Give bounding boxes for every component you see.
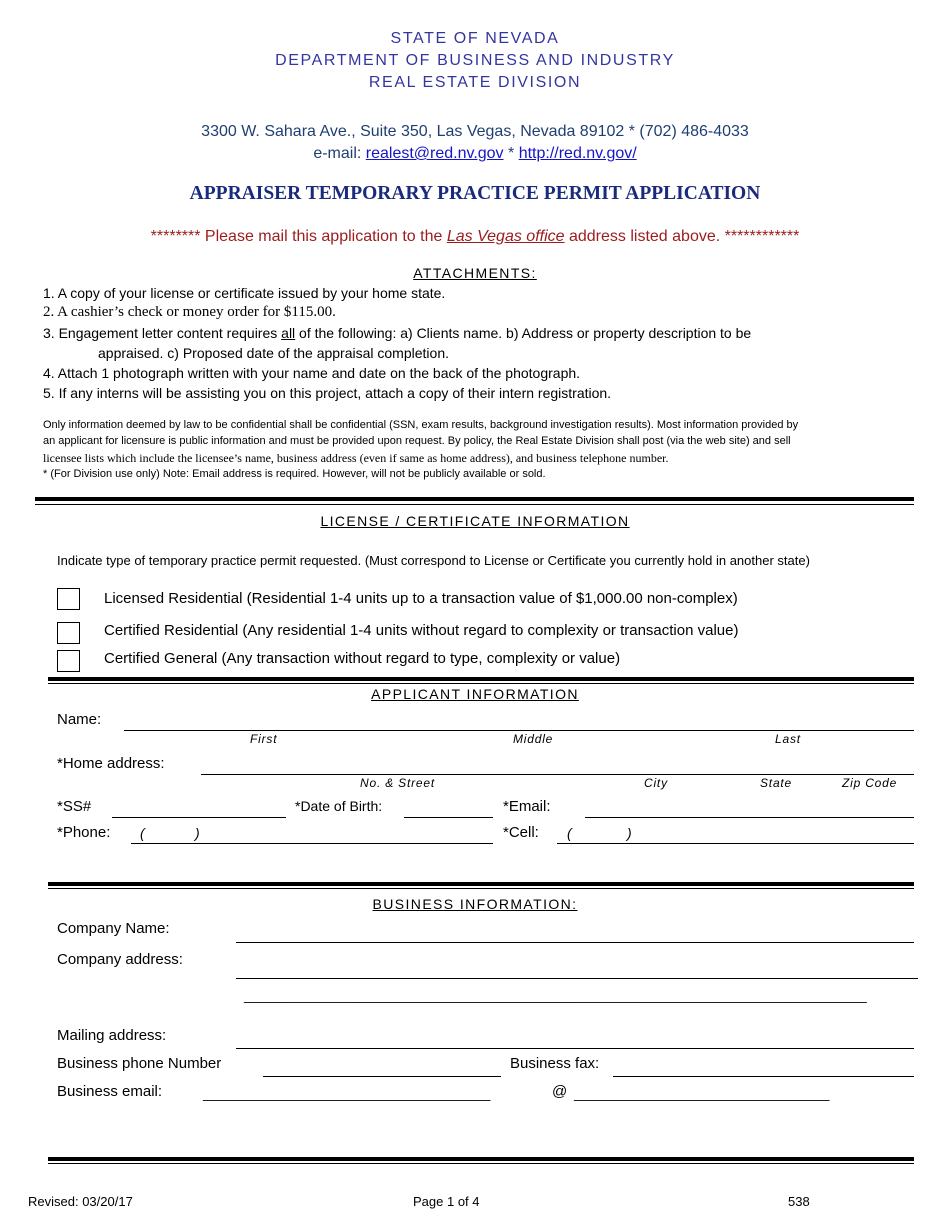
office-address: 3300 W. Sahara Ave., Suite 350, Las Vegas, Nevada 89102 * (702) 486-4033 — [201, 123, 749, 140]
name-field[interactable] — [124, 730, 914, 731]
attachment-item-2: 2. A cashier’s check or money order for $115.00. — [43, 304, 336, 320]
zip-caption: Zip Code — [842, 776, 898, 790]
email-link[interactable]: realest@red.nv.gov — [365, 145, 504, 162]
phone-label: *Phone: — [57, 824, 111, 841]
cell-area-close: ) — [627, 825, 632, 841]
company-address-line-2[interactable]: ______________________________________________________________________________ — [244, 987, 867, 1003]
attachments-heading: ATTACHMENTS: — [413, 265, 537, 281]
ssn-label: *SS# — [57, 798, 92, 815]
applicant-divider — [48, 677, 914, 681]
email-label: e-mail: — [313, 145, 366, 162]
licensed-residential-label: Licensed Residential (Residential 1-4 units up to a transaction value of $1,000.00 non-complex) — [104, 590, 738, 607]
email-field-label: *Email: — [503, 798, 551, 815]
phone-field[interactable] — [131, 843, 493, 844]
mail-notice-prefix: ******** Please mail this application to the — [150, 228, 447, 245]
contact-separator: * — [503, 145, 519, 162]
first-name-caption: First — [250, 732, 278, 746]
state-caption: State — [760, 776, 793, 790]
attachment-all-emphasis: all — [281, 325, 296, 341]
attachment-item-1: 1. A copy of your license or certificate issued by your home state. — [43, 285, 446, 301]
middle-name-caption: Middle — [513, 732, 554, 746]
privacy-line-1: Only information deemed by law to be confidential shall be confidential (SSN, exam results, background investigation results). Most information provided by — [43, 419, 799, 431]
certified-residential-label: Certified Residential (Any residential 1-4 units without regard to complexity or transaction value) — [104, 622, 739, 639]
email-field[interactable] — [585, 817, 914, 818]
company-name-field[interactable] — [236, 942, 914, 943]
home-address-field[interactable] — [201, 774, 914, 775]
company-name-label: Company Name: — [57, 920, 170, 937]
mailing-address-field[interactable] — [236, 1048, 914, 1049]
section-divider-top-thin — [35, 504, 914, 505]
agency-department: DEPARTMENT OF BUSINESS AND INDUSTRY — [275, 52, 675, 69]
ssn-field[interactable] — [112, 817, 286, 818]
business-phone-field[interactable] — [263, 1076, 501, 1077]
business-fax-label: Business fax: — [510, 1055, 600, 1072]
privacy-line-3: licensee lists which include the licensee’s name, business address (even if same as home address), and business telephone number. — [43, 451, 669, 465]
mail-notice — [0, 228, 950, 246]
privacy-line-4: * (For Division use only) Note: Email address is required. However, will not be publicly available or sold. — [43, 468, 546, 480]
dob-label: *Date of Birth: — [295, 798, 383, 814]
agency-state: STATE OF NEVADA — [390, 30, 560, 47]
contact-line — [0, 145, 950, 163]
page-number: Page 1 of 4 — [413, 1194, 480, 1209]
privacy-line-2: an applicant for licensure is public information and must be provided upon request. By policy, the Real Estate Division shall post (via the web site) and sell — [43, 435, 791, 447]
business-divider — [48, 882, 914, 886]
name-label: Name: — [57, 711, 102, 728]
applicant-divider-thin — [48, 683, 914, 684]
last-name-caption: Last — [775, 732, 801, 746]
certified-general-checkbox[interactable] — [57, 650, 80, 672]
attachment-item-3: 3. Engagement letter content requires all of the following: a) Clients name. b) Address or property description to be — [43, 325, 752, 341]
business-phone-label: Business phone Number — [57, 1055, 222, 1072]
dob-field[interactable] — [404, 817, 493, 818]
form-number: 538 — [788, 1194, 810, 1209]
attachment-item-5: 5. If any interns will be assisting you on this project, attach a copy of their intern registration. — [43, 385, 612, 401]
business-email-label: Business email: — [57, 1083, 163, 1100]
certified-general-label: Certified General (Any transaction without regard to type, complexity or value) — [104, 650, 621, 667]
applicant-heading: APPLICANT INFORMATION — [371, 686, 579, 702]
street-caption: No. & Street — [360, 776, 435, 790]
cell-area-open: ( — [567, 825, 572, 841]
business-divider-thin — [48, 888, 914, 889]
website-link[interactable]: http://red.nv.gov/ — [518, 145, 637, 162]
mail-notice-office: Las Vegas office — [446, 228, 565, 245]
licensed-residential-checkbox[interactable] — [57, 588, 80, 610]
certified-residential-checkbox[interactable] — [57, 622, 80, 644]
bottom-divider — [48, 1157, 914, 1161]
business-email-user-field[interactable]: ____________________________________ — [203, 1085, 491, 1101]
business-email-domain-field[interactable]: ________________________________ — [574, 1085, 830, 1101]
city-caption: City — [644, 776, 668, 790]
mail-notice-suffix: address listed above. ************ — [564, 228, 800, 245]
form-title: APPRAISER TEMPORARY PRACTICE PERMIT APPLICATION — [189, 183, 761, 204]
agency-division: REAL ESTATE DIVISION — [368, 74, 582, 91]
license-instruction: Indicate type of temporary practice permit requested. (Must correspond to License or Certificate you currently hold in another state) — [57, 553, 810, 568]
attachment-item-4: 4. Attach 1 photograph written with your name and date on the back of the photograph. — [43, 365, 581, 381]
business-fax-field[interactable] — [613, 1076, 914, 1077]
company-address-field[interactable] — [236, 978, 918, 979]
business-heading: BUSINESS INFORMATION: — [372, 896, 578, 912]
phone-area-open: ( — [140, 825, 145, 841]
mailing-address-label: Mailing address: — [57, 1027, 167, 1044]
home-address-label: *Home address: — [57, 755, 165, 772]
license-heading: LICENSE / CERTIFICATE INFORMATION — [320, 513, 630, 529]
revision-date: Revised: 03/20/17 — [28, 1194, 133, 1209]
cell-field[interactable] — [557, 843, 914, 844]
company-address-label: Company address: — [57, 951, 183, 968]
cell-label: *Cell: — [503, 824, 539, 841]
attachment-item-3-cont: appraised. c) Proposed date of the appraisal completion. — [98, 345, 449, 361]
section-divider-top — [35, 497, 914, 501]
phone-area-close: ) — [195, 825, 200, 841]
business-email-at: @ — [552, 1083, 568, 1100]
bottom-divider-thin — [48, 1163, 914, 1164]
